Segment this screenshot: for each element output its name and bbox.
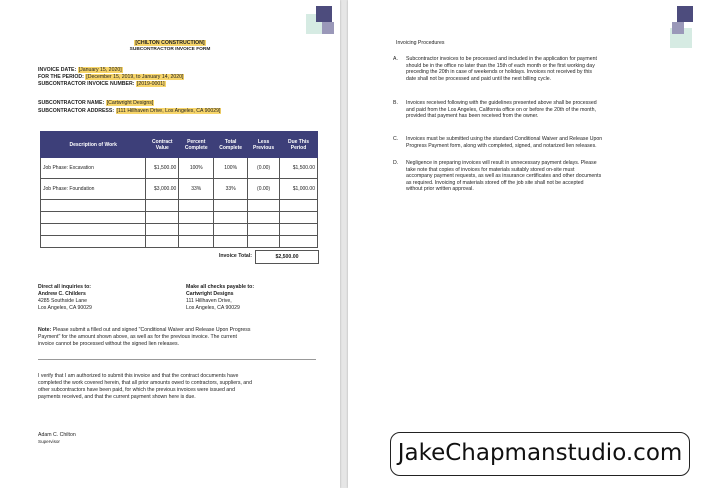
col-due-this-period: Due This Period [280, 132, 318, 158]
deco-square-dark [316, 6, 332, 22]
table-row: Job Phase: Foundation $3,000.00 33% 33% (0.00) $1,000.00 [41, 179, 318, 200]
note-line-1: Note: Please submit a filled out and signed "Conditional Waiver and Release Upon Progress [38, 327, 251, 333]
col-total-complete: Total Complete [214, 132, 248, 158]
procedures-heading: Invoicing Procedures [396, 40, 445, 46]
procedure-item-b: B. Invoices received following with the guidelines presented above shall be processed and paid from the Los Angeles, California office on or before the 20th of the month, provided that payment has been received from the owner. [393, 100, 597, 120]
deco-square-mid [672, 22, 684, 34]
col-description: Description of Work [41, 132, 146, 158]
deco-square-mid [322, 22, 334, 34]
signer-name: Adam C. Chilton [38, 432, 76, 438]
certify-line: payments received, and that the current payment shown here is due. [38, 394, 196, 400]
signer-title: Supervisor [38, 439, 60, 444]
invoice-total-value: $2,500.00 [255, 250, 319, 264]
invoice-date-value: [January 15, 2020] [78, 67, 122, 73]
note-line-3: invoice cannot be processed without the signed lien releases. [38, 341, 180, 347]
checks-city: Los Angeles, CA 90029 [186, 305, 240, 311]
inquiries-city: Los Angeles, CA 90029 [38, 305, 92, 311]
sub-address-row: SUBCONTRACTOR ADDRESS: [111 Hillhaven Drive, Los Angeles, CA 90029] [38, 108, 221, 114]
procedure-item-c: C. Invoices must be submitted using the standard Conditional Waiver and Release Upon Progress Payment form, along with completed, signed, and notarized lien releases. [393, 136, 603, 149]
col-percent-complete: Percent Complete [179, 132, 214, 158]
table-row-empty [41, 200, 318, 212]
table-row-empty [41, 224, 318, 236]
table-row-empty [41, 236, 318, 248]
certify-line: completed the work covered herein, that all prior amounts owed to contractors, suppliers, and [38, 380, 252, 386]
watermark-banner: JakeChapmanstudio.com [390, 432, 690, 476]
sub-name-value: [Cartwright Designs] [106, 100, 154, 106]
invoice-table [40, 131, 318, 248]
certify-line: other subcontractors have been paid, for which the previous invoices were issued and [38, 387, 235, 393]
table-row-empty [41, 212, 318, 224]
note-line-2: Payment" for the amount shown above, as well as for the previous invoice. The current [38, 334, 237, 340]
invoice-page [0, 0, 340, 488]
invoice-number-row: SUBCONTRACTOR INVOICE NUMBER: [2019-0001] [38, 81, 165, 87]
col-less-previous: Less Previous [248, 132, 280, 158]
col-contract-value: Contract Value [146, 132, 179, 158]
sub-name-row: SUBCONTRACTOR NAME: [Cartwright Designs] [38, 100, 154, 106]
checks-heading: Make all checks payable to: [186, 284, 255, 290]
procedure-item-d: D. Negligence in preparing invoices will result in unnecessary payment delays. Please take note that copies of invoices for materials suitably stored on-site must accompany payment requests, as well as insurance certificates and other documents as required. Invoicing of materials stored off the job site shall not be accepted without prior written approval. [393, 160, 602, 193]
checks-street: 111 Hillhaven Drive, [186, 298, 232, 304]
invoice-total-row [40, 250, 318, 263]
inquiries-street: 4285 Southside Lane [38, 298, 88, 304]
invoice-number-value: [2019-0001] [136, 81, 165, 87]
deco-square-dark [677, 6, 693, 22]
inquiries-name: Andrew C. Childers [38, 291, 86, 297]
divider [38, 359, 316, 360]
inquiries-heading: Direct all inquiries to: [38, 284, 92, 290]
sub-address-value: [111 Hillhaven Drive, Los Angeles, CA 90029] [116, 108, 221, 114]
period-row: FOR THE PERIOD: [December 15, 2019, to January 14, 2020] [38, 74, 184, 80]
invoice-total-label: Invoice Total: [218, 253, 252, 259]
table-header-row [41, 132, 318, 158]
procedures-page [348, 0, 701, 488]
company-name: [CHILTON CONSTRUCTION] [135, 40, 205, 46]
table-row: Job Phase: Excavation $1,500.00 100% 100% (0.00) $1,500.00 [41, 158, 318, 179]
form-title: SUBCONTRACTOR INVOICE FORM [129, 47, 211, 52]
certify-line: I verify that I am authorized to submit this invoice and that the contract documents have [38, 373, 239, 379]
period-value: [December 15, 2019, to January 14, 2020] [86, 74, 184, 80]
checks-name: Cartwright Designs [186, 291, 234, 297]
procedure-item-a: A. Subcontractor invoices to be processed and included in the application for payment should be in the office no later than the 15th of each month or the first working day preceding the 20th in case of weekends or holidays. Invoices not received by this date shall not be processed and paid until the next billing cycle. [393, 56, 597, 82]
invoice-date-row: INVOICE DATE: [January 15, 2020] [38, 67, 122, 73]
